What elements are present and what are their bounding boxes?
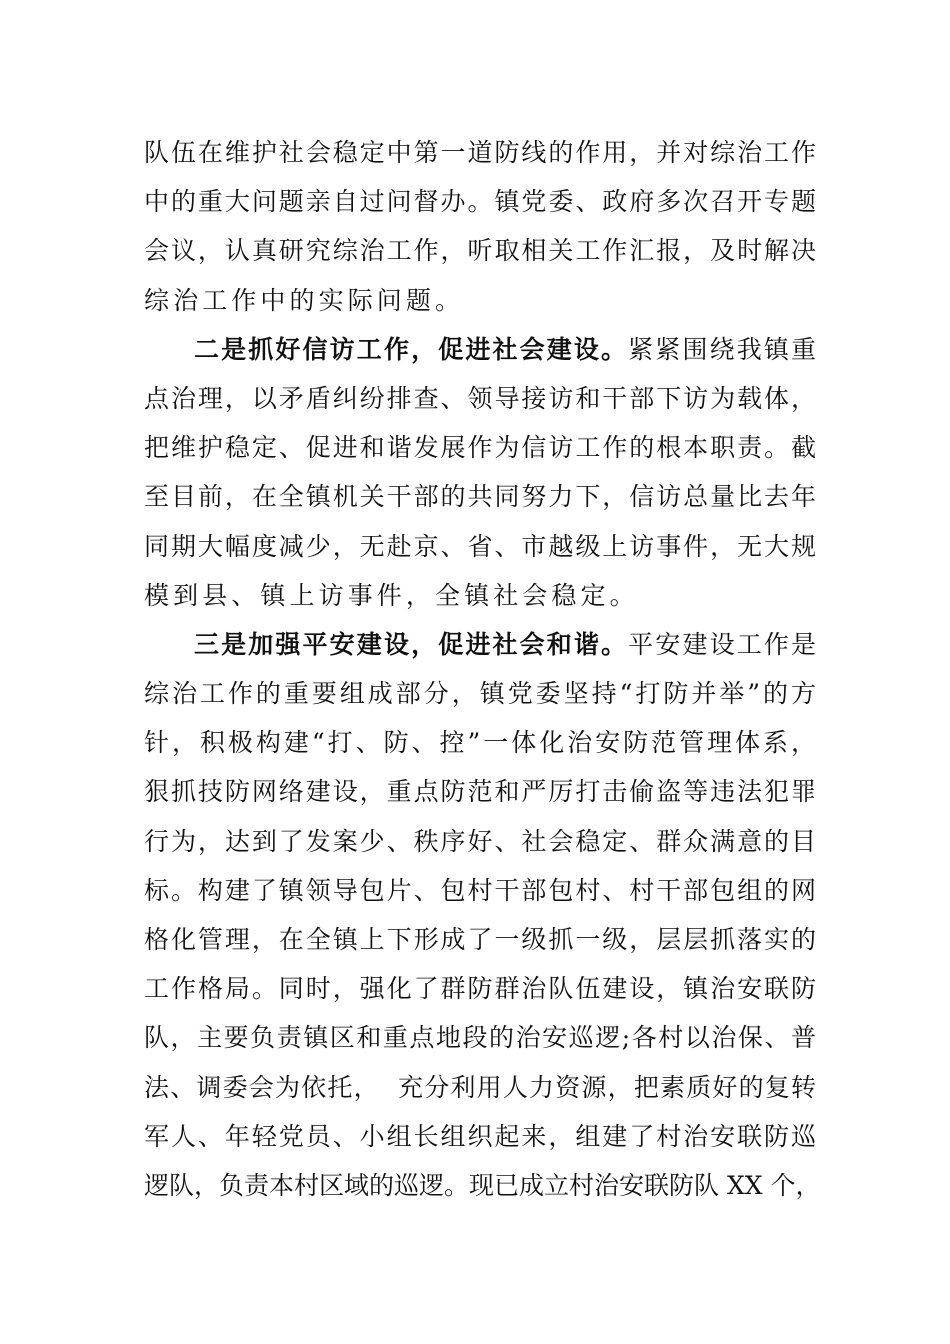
- text-line: 法、调委会为依托， 充分利用人力资源，把素质好的复转: [144, 1072, 816, 1102]
- text-line: 行为，达到了发案少、秩序好、社会稳定、群众满意的目: [144, 826, 816, 856]
- heading-continuation: 平安建设工作是: [628, 629, 816, 659]
- text-line: 标。构建了镇领导包片、包村干部包村、村干部包组的网: [144, 875, 816, 905]
- paragraph-1: [144, 128, 816, 325]
- heading-continuation: 紧紧围绕我镇重: [628, 334, 816, 364]
- text-line: 军人、年轻党员、小组长组织起来，组建了村治安联防巡: [144, 1121, 816, 1151]
- text-line: 狠抓技防网络建设，重点防范和严厉打击偷盗等违法犯罪: [144, 777, 816, 807]
- text-line: 工作格局。同时，强化了群防群治队伍建设，镇治安联防: [144, 974, 816, 1004]
- paragraph-2: [144, 325, 816, 620]
- text-line: 至目前，在全镇机关干部的共同努力下，信访总量比去年: [144, 482, 816, 512]
- paragraph-first-line: [144, 620, 816, 669]
- text-line: 模到县、镇上访事件，全镇社会稳定。: [144, 580, 639, 610]
- text-line: 逻队，负责本村区域的巡逻。现已成立村治安联防队 XX 个，: [144, 1170, 821, 1200]
- text-line: 综治工作的重要组成部分，镇党委坚持“打防并举”的方: [144, 679, 816, 709]
- text-line: 格化管理，在全镇上下形成了一级抓一级，层层抓落实的: [144, 925, 816, 954]
- text-line: 把维护稳定、促进和谐发展作为信访工作的根本职责。截: [144, 433, 816, 463]
- document-body: [144, 128, 821, 1210]
- text-line: 队，主要负责镇区和重点地段的治安巡逻;各村以治保、普: [144, 1023, 816, 1053]
- text-line: 综治工作中的实际问题。: [144, 285, 465, 315]
- paragraph-3: [144, 620, 821, 1210]
- paragraph-heading: 二是抓好信访工作，促进社会建设。: [194, 334, 629, 364]
- text-line: 中的重大问题亲自过问督办。镇党委、政府多次召开专题: [144, 187, 816, 217]
- text-line: 针，积极构建“打、防、控”一体化治安防范管理体系，: [144, 728, 816, 758]
- paragraph-first-line: [144, 325, 816, 374]
- text-line: 同期大幅度减少，无赴京、省、市越级上访事件，无大规: [144, 531, 816, 561]
- text-line: 队伍在维护社会稳定中第一道防线的作用，并对综治工作: [144, 138, 816, 167]
- paragraph-heading: 三是加强平安建设，促进社会和谐。: [194, 629, 629, 659]
- text-line: 点治理，以矛盾纠纷排查、领导接访和干部下访为载体，: [144, 383, 816, 413]
- text-line: 会议，认真研究综治工作，听取相关工作汇报，及时解决: [144, 236, 816, 266]
